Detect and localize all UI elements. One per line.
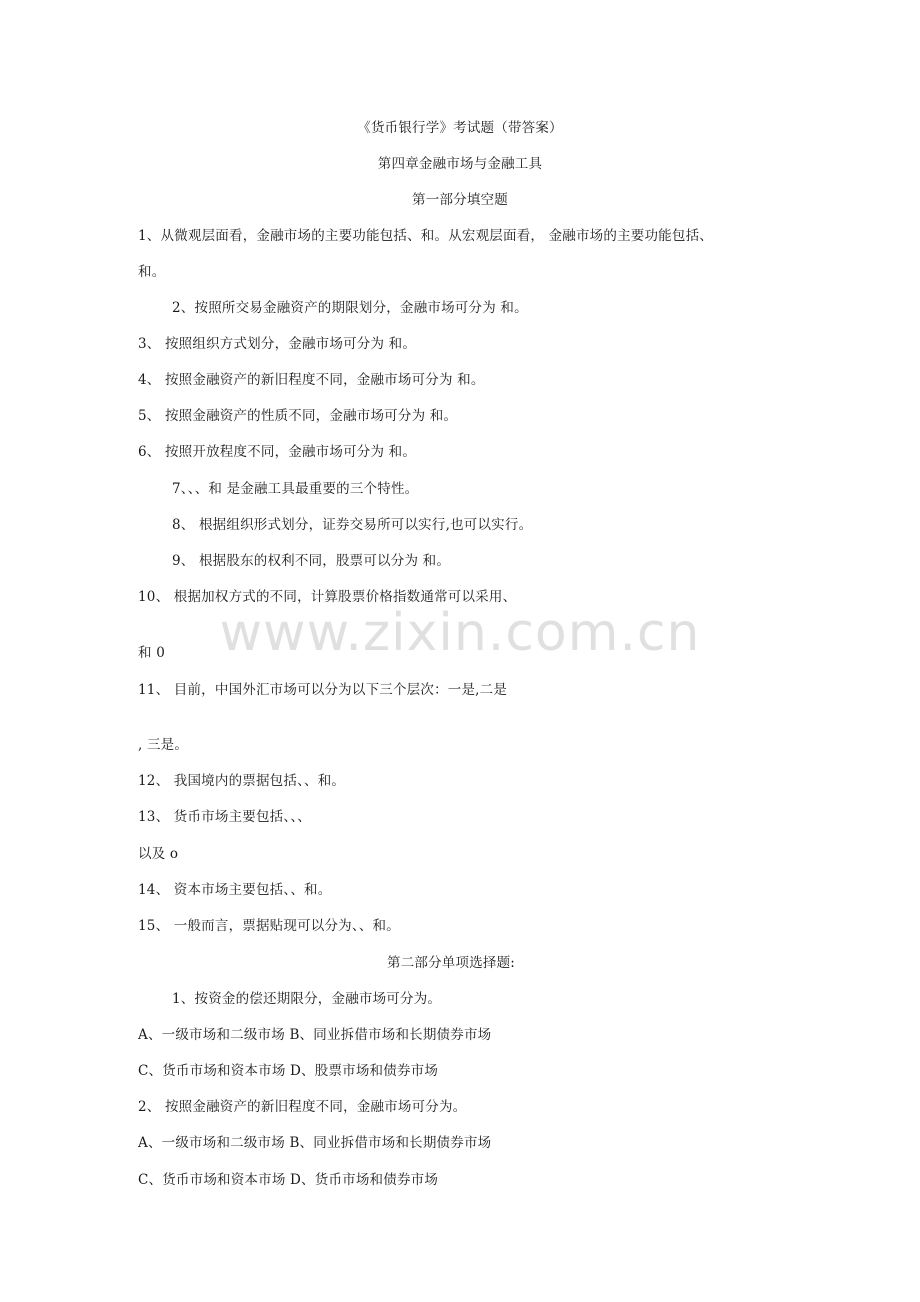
question-15: 15、 一般而言，票据贴现可以分为、、和。 [138,918,400,934]
question-11-line-2: , 三是。 [138,737,189,753]
question-2: 2、按照所交易金融资产的期限划分，金融市场可分为 和。 [172,300,528,316]
question-1-line-2: 和。 [138,264,166,280]
chapter-heading: 第四章金融市场与金融工具 [377,156,543,172]
question-14: 14、 资本市场主要包括、、和。 [138,882,332,898]
question-9: 9、 根据股东的权利不同，股票可以分为 和。 [172,553,451,569]
document-title: 《货币银行学》考试题（带答案） [357,120,563,136]
question-8: 8、 根据组织形式划分，证券交易所可以实行,也可以实行。 [172,517,533,533]
part2-heading: 第二部分单项选择题: [387,955,516,971]
mc-question-2-options-cd: C、货币市场和资本市场 D、货币市场和债券市场 [138,1172,439,1188]
question-4: 4、 按照金融资产的新旧程度不同，金融市场可分为 和。 [138,372,485,388]
question-12: 12、 我国境内的票据包括、、和。 [138,773,346,789]
question-3: 3、 按照组织方式划分，金融市场可分为 和。 [138,336,417,352]
question-10-line-1: 10、 根据加权方式的不同，计算股票价格指数通常可以采用、 [138,589,517,605]
mc-question-1-options-ab: A、一级市场和二级市场 B、同业拆借市场和长期债券市场 [138,1027,492,1043]
part1-heading: 第一部分填空题 [412,192,508,208]
mc-question-2: 2、 按照金融资产的新旧程度不同，金融市场可分为。 [138,1099,467,1115]
question-7: 7、、、和 是金融工具最重要的三个特性。 [172,481,419,497]
watermark: www.zixin.com.cn [219,603,701,663]
question-13-line-1: 13、 货币市场主要包括、、、 [138,809,311,825]
question-6: 6、 按照开放程度不同，金融市场可分为 和。 [138,444,417,460]
question-1-line-1: 1、从微观层面看，金融市场的主要功能包括、和。从宏观层面看， 金融市场的主要功能包括、 [138,228,713,244]
question-11-line-1: 11、 目前，中国外汇市场可以分为以下三个层次：一是,二是 [138,682,508,698]
mc-question-1-options-cd: C、货币市场和资本市场 D、股票市场和债券市场 [138,1063,439,1079]
question-13-line-2: 以及 o [138,846,179,862]
question-10-line-2: 和 0 [138,645,165,661]
question-5: 5、 按照金融资产的性质不同，金融市场可分为 和。 [138,408,458,424]
mc-question-1: 1、按资金的偿还期限分，金融市场可分为。 [172,991,442,1007]
mc-question-2-options-ab: A、一级市场和二级市场 B、同业拆借市场和长期债券市场 [138,1135,492,1151]
